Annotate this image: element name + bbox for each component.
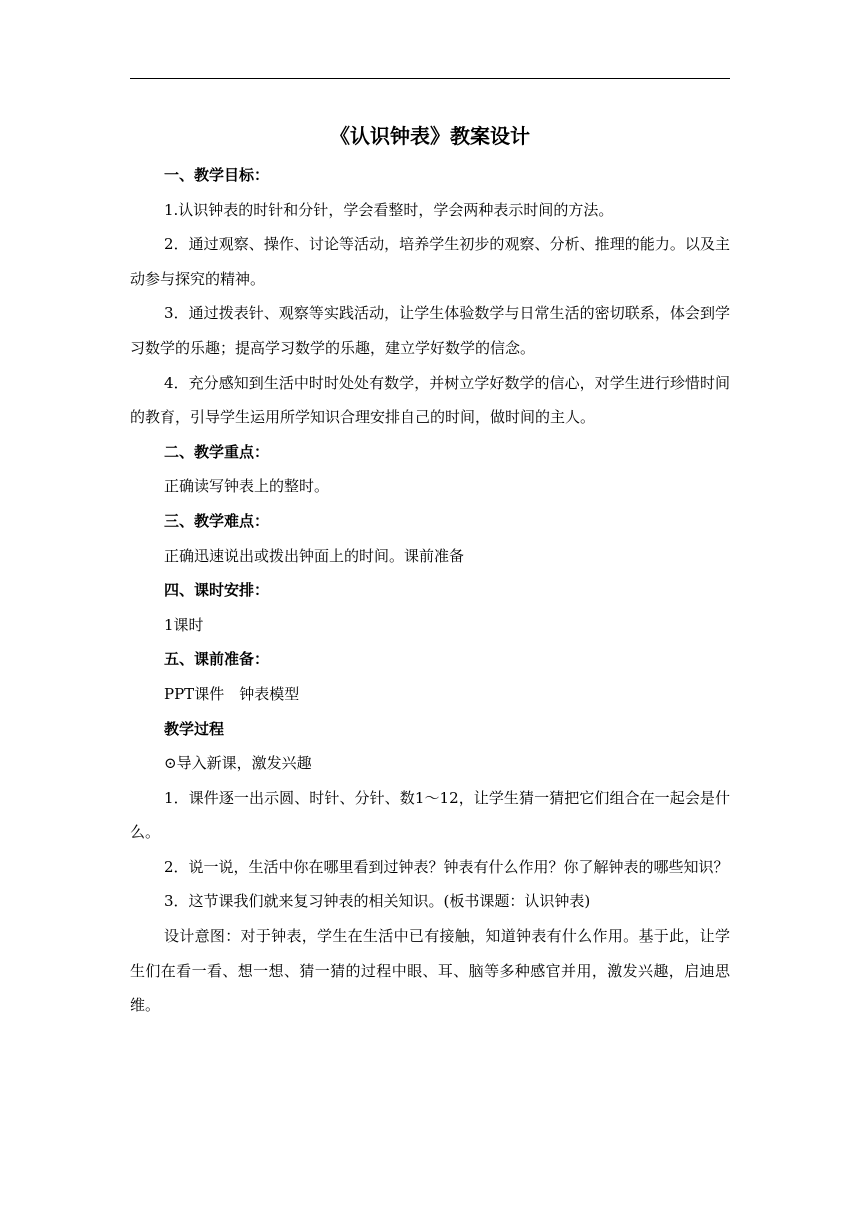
objective-item: 1.认识钟表的时针和分针，学会看整时，学会两种表示时间的方法。	[164, 200, 614, 219]
preparation-text: PPT课件 钟表模型	[164, 684, 300, 703]
design-intent: 设计意图：对于钟表，学生在生活中已有接触，知道钟表有什么作用。基于此，让学生们在看一看、想一想、猜一猜的过程中眼、耳、脑等多种感官并用，激发兴趣，启迪思维。	[130, 927, 730, 1015]
key-points-text: 正确读写钟表上的整时。	[164, 477, 330, 496]
difficulties-heading: 三、教学难点：	[164, 511, 270, 530]
objective-item: 2．通过观察、操作、讨论等活动，培养学生初步的观察、分析、推理的能力。以及主动参与探究的精神。	[130, 235, 730, 288]
process-heading: 教学过程	[164, 719, 225, 738]
header-rule	[130, 78, 730, 79]
document-title: 《认识钟表》教案设计	[330, 124, 530, 148]
objective-item: 3．通过拨表针、观察等实践活动，让学生体验数学与日常生活的密切联系，体会到学习数学的乐趣；提高学习数学的乐趣，建立学好数学的信念。	[130, 304, 730, 357]
process-step: 1．课件逐一出示圆、时针、分针、数1～12，让学生猜一猜把它们组合在一起会是什么。	[130, 788, 730, 842]
objectives-heading: 一、教学目标：	[164, 166, 270, 184]
schedule-text: 1课时	[164, 615, 204, 634]
objective-item: 4．充分感知到生活中时时处处有数学，并树立学好数学的信心，对学生进行珍惜时间的教育，引导学生运用所学知识合理安排自己的时间，做时间的主人。	[130, 373, 730, 427]
process-step: 2．说一说，生活中你在哪里看到过钟表？钟表有什么作用？你了解钟表的哪些知识？	[164, 857, 729, 876]
key-points-heading: 二、教学重点：	[164, 442, 270, 461]
document-body	[130, 116, 730, 1023]
process-intro: ⊙导入新课，激发兴趣	[164, 754, 312, 773]
preparation-heading: 五、课前准备：	[164, 650, 270, 669]
process-step: 3．这节课我们就来复习钟表的相关知识。(板书课题：认识钟表)	[164, 892, 591, 911]
schedule-heading: 四、课时安排：	[164, 581, 270, 600]
difficulties-text: 正确迅速说出或拨出钟面上的时间。课前准备	[164, 546, 465, 565]
